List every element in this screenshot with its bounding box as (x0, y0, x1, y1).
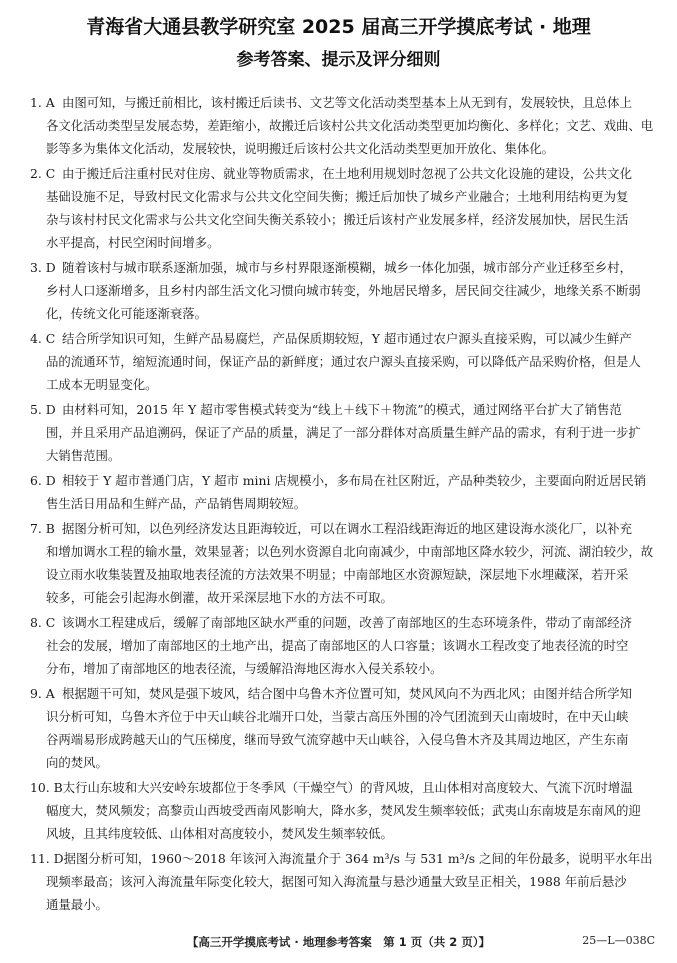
answer-list (30, 91, 655, 918)
answer-text: 由图可知，与搬迁前相比，该村搬迁后读书、文艺等文化活动类型基本上从无到有，发展较快，且总体上 (62, 95, 632, 110)
answer-line (30, 256, 655, 279)
answer-line (30, 91, 655, 114)
answer-line (30, 634, 655, 657)
answer-text: 社会的发展，增加了南部地区的土地产出，提高了南部地区的人口容量；该调水工程改变了地表径流的时空 (46, 638, 629, 653)
answer-text: 围，并且采用产品追溯码，保证了产品的质量，满足了一部分群体对高质量生鲜产品的需求，有利于进一步扩 (46, 425, 641, 440)
answer-text: 根据题干可知，焚风是强下坡风，结合图中乌鲁木齐位置可知，焚风风向不为西北风；由图并结合所学知 (62, 686, 632, 701)
answer-line (30, 540, 655, 563)
answer-line (30, 586, 655, 609)
answer-line (30, 822, 655, 845)
answer-line (30, 137, 655, 160)
answer-line (30, 893, 655, 916)
answer-line (30, 350, 655, 373)
answer-line (30, 728, 655, 751)
answer-line (30, 492, 655, 515)
answer-item (30, 91, 655, 160)
answer-line (30, 327, 655, 350)
answer-item (30, 517, 655, 609)
answer-text: 识分析可知，乌鲁木齐位于中天山峡谷北端开口处，当蒙古高压外围的冷气团流到天山南坡时，在中天山峡 (46, 709, 629, 724)
answer-text: 化，传统文化可能逐渐衰落。 (46, 306, 208, 321)
answer-text: 乡村人口逐渐增多，且乡村内部生活文化习惯向城市转变，外地居民增多，居民间交往减少，地缘关系不断弱 (46, 283, 641, 298)
answer-line (30, 563, 655, 586)
answer-item (30, 469, 655, 515)
answer-line (30, 847, 655, 870)
answer-text: 该调水工程建成后，缓解了南部地区缺水严重的问题，改善了南部地区的生态环境条件，带动了南部经济 (62, 615, 632, 630)
answer-line (30, 231, 655, 254)
answer-item (30, 327, 655, 396)
answer-item (30, 256, 655, 325)
answer-line (30, 162, 655, 185)
answer-number: 6. D (30, 473, 56, 488)
answer-text: 各文化活动类型呈发展态势，差距缩小，故搬迁后该村公共文化活动类型更加均衡化、多样化；文艺、戏曲、电 (46, 118, 654, 133)
answer-number: 7. B (30, 521, 55, 536)
answer-number: 4. C (30, 331, 56, 346)
answer-number: 9. A (30, 686, 55, 701)
answer-line (30, 682, 655, 705)
answer-line (30, 444, 655, 467)
answer-line (30, 469, 655, 492)
answer-number: 3. D (30, 260, 56, 275)
answer-item (30, 611, 655, 680)
answer-number: 10. B (30, 780, 63, 795)
answer-text: 由于搬迁后注重村民对住房、就业等物质需求，在土地利用规划时忽视了公共文化设施的建设，公共文化 (62, 166, 632, 181)
answer-text: 影等多为集体文化活动，发展较快，说明搬迁后该村公共文化活动类型更加开放化、集体化。 (46, 141, 555, 156)
answer-text: 风坡，且其纬度较低、山体相对高度较小，焚风发生频率较低。 (46, 826, 393, 841)
page-title: 青海省大通县教学研究室 2025 届高三开学摸底考试 · 地理 (86, 16, 591, 38)
answer-line (30, 302, 655, 325)
answer-text: 基础设施不足，导致村民文化需求与公共文化空间失衡；搬迁后加快了城乡产业融合；土地利用结构更为复 (46, 189, 629, 204)
answer-text: 据图分析可知，以色列经济发达且距海较近，可以在调水工程沿线距海近的地区建设海水淡化厂，以补充 (62, 521, 632, 536)
answer-line (30, 421, 655, 444)
answer-text: 太行山东坡和大兴安岭东坡都位于冬季风（干燥空气）的背风坡，且山体相对高度较大、气流下沉时增温 (62, 780, 633, 795)
answer-item (30, 398, 655, 467)
answer-text: 杂与该村村民文化需求与公共文化空间失衡关系较小；搬迁后该村产业发展多样，经济发展加快，居民生活 (46, 212, 629, 227)
answer-number: 2. C (30, 166, 56, 181)
answer-number: 8. C (30, 615, 56, 630)
answer-text: 水平提高，村民空闲时间增多。 (46, 235, 220, 250)
answer-line (30, 776, 655, 799)
answer-text: 通量最小。 (46, 897, 108, 912)
page-subtitle: 参考答案、提示及评分细则 (236, 50, 441, 70)
answer-number: 5. D (30, 402, 56, 417)
answer-number: 11. D (30, 851, 64, 866)
answer-text: 现频率最高；该河入海流量年际变化较大，据图可知入海流量与悬沙通量大致呈正相关，1988 年前后悬沙 (46, 874, 627, 889)
answer-text: 相较于 Y 超市普通门店，Y 超市 mini 店规模小，多布局在社区附近，产品种类较少，主要面向附近居民销 (62, 473, 647, 488)
answer-text: 幅度大，焚风频发；高黎贡山西坡受西南风影响大，降水多，焚风发生频率较低；武夷山东南坡是东南风的迎 (46, 803, 641, 818)
page-footer (0, 934, 677, 954)
answer-line (30, 799, 655, 822)
answer-text: 大销售范围。 (46, 448, 121, 463)
answer-line (30, 517, 655, 540)
answer-text: 谷两端易形成跨越天山的气压梯度，继而导致气流穿越中天山峡谷，入侵乌鲁木齐及其周边地区，产生东南 (46, 732, 629, 747)
answer-line (30, 657, 655, 680)
answer-text: 售生活日用品和生鲜产品，产品销售周期较短。 (46, 496, 307, 511)
answer-line (30, 398, 655, 421)
answer-text: 向的焚风。 (46, 755, 108, 770)
answer-text: 随着该村与城市联系逐渐加强，城市与乡村界限逐渐模糊，城乡一体化加强，城市部分产业迁移至乡村， (62, 260, 632, 275)
footer-exam-code: 25—L—038C (582, 934, 655, 947)
answer-line (30, 611, 655, 634)
answer-text: 和增加调水工程的输水量，效果显著；以色列水资源自北向南减少，中南部地区降水较少，河流、湖泊较少，故 (46, 544, 654, 559)
answer-line (30, 870, 655, 893)
answer-line (30, 185, 655, 208)
answer-item (30, 776, 655, 845)
footer-page-info: 【高三开学摸底考试 · 地理参考答案 第 1 页（共 2 页）】 (186, 935, 491, 949)
answer-text: 分布，增加了南部地区的地表径流，与缓解沿海地区海水入侵关系较小。 (46, 661, 443, 676)
answer-text: 较多，可能会引起海水倒灌，故开采深层地下水的方法不可取。 (46, 590, 393, 605)
answer-text: 据图分析可知，1960～2018 年该河入海流量介于 364 m³/s 与 531 m³/s 之间的年份最多，说明平水年出 (63, 851, 653, 866)
answer-text: 由材料可知，2015 年 Y 超市零售模式转变为“线上＋线下＋物流”的模式，通过网络平台扩大了销售范 (62, 402, 622, 417)
answer-line (30, 279, 655, 302)
answer-line (30, 208, 655, 231)
answer-item (30, 847, 655, 916)
answer-text: 品的流通环节，缩短流通时间，保证产品的新鲜度；通过农户源头直接采购，可以降低产品采购价格，但是人 (46, 354, 641, 369)
answer-number: 1. A (30, 95, 55, 110)
answer-text: 工成本无明显变化。 (46, 377, 158, 392)
answer-line (30, 373, 655, 396)
answer-text: 设立雨水收集装置及抽取地表径流的方法效果不明显；中南部地区水资源短缺，深层地下水埋藏深，若开采 (46, 567, 629, 582)
answer-line (30, 114, 655, 137)
answer-text: 结合所学知识可知，生鲜产品易腐烂，产品保质期较短，Y 超市通过农户源头直接采购，可以减少生鲜产 (62, 331, 632, 346)
answer-line (30, 705, 655, 728)
answer-line (30, 751, 655, 774)
answer-item (30, 682, 655, 774)
answer-item (30, 162, 655, 254)
